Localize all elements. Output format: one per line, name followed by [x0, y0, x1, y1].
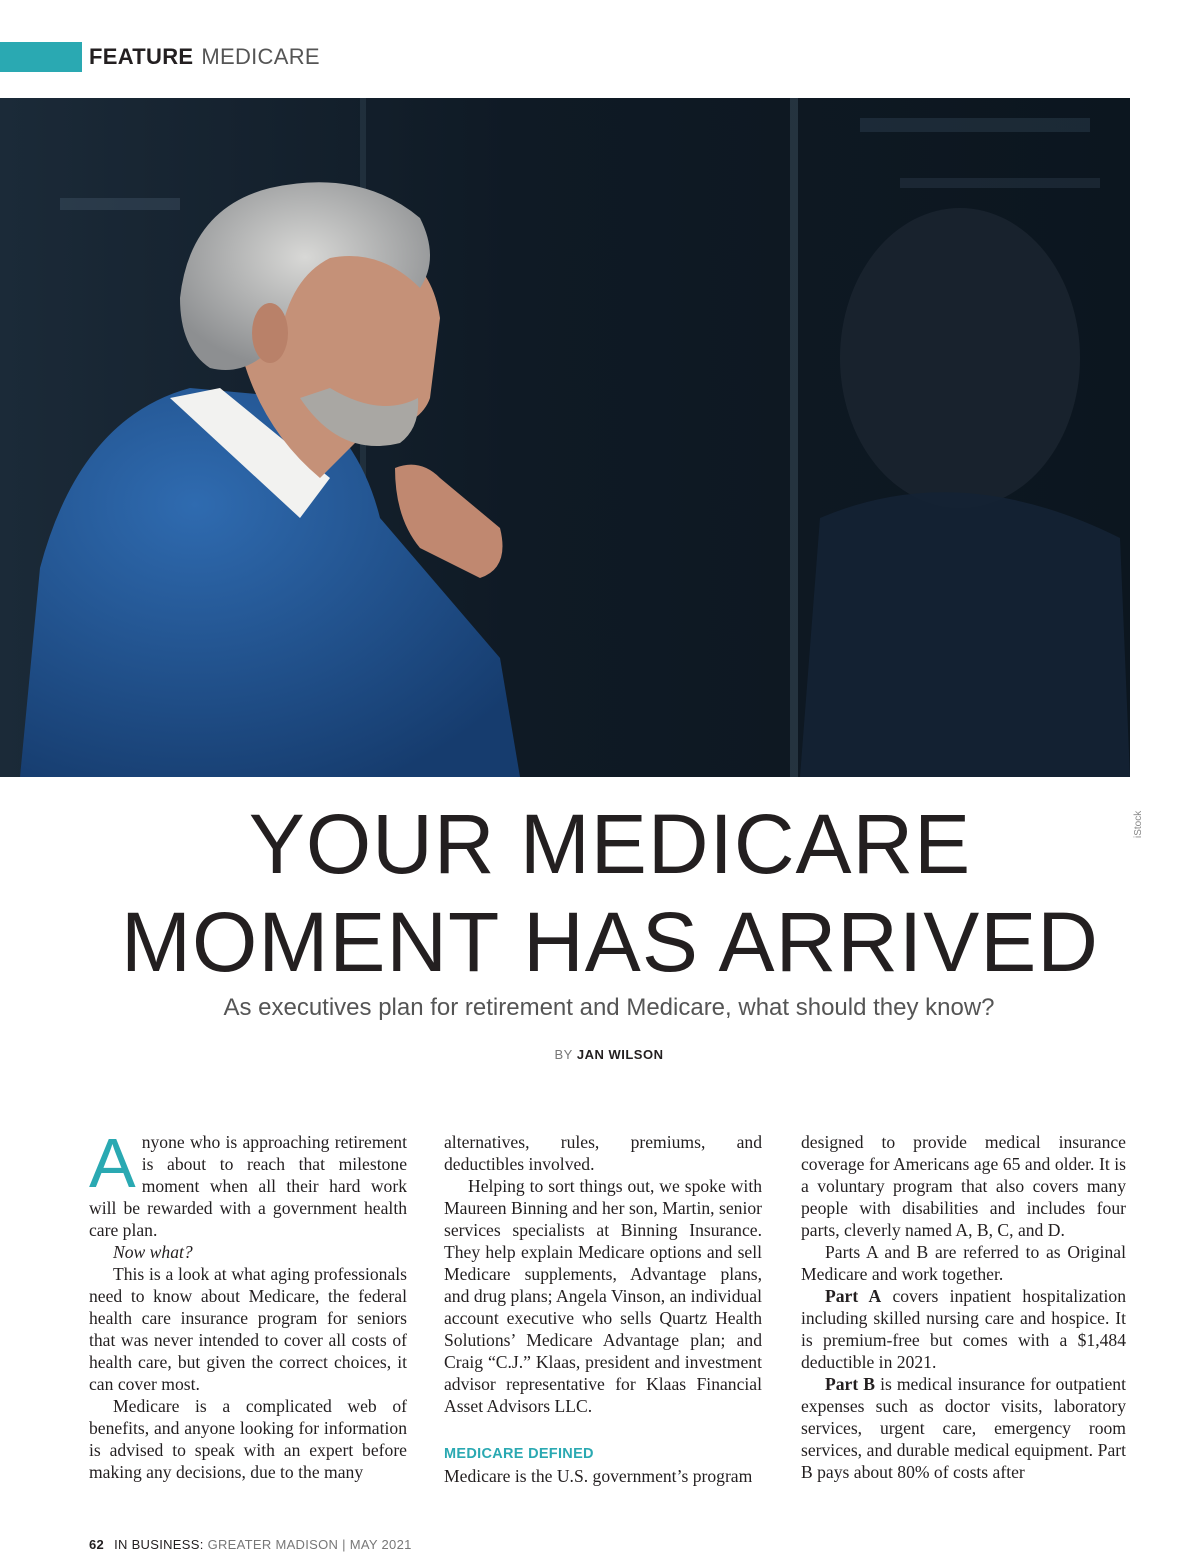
paragraph: Medicare is the U.S. government’s program	[444, 1466, 753, 1486]
section-topic: MEDICARE	[201, 44, 320, 69]
photo-credit: iStock	[1133, 810, 1144, 838]
article-column-2	[444, 1131, 762, 1487]
paragraph	[801, 1285, 1126, 1373]
paragraph: Medicare is a complicated web of benefits, and anyone looking for information is advised to speak with an expert before making any decisions, due to the many	[89, 1396, 407, 1482]
paragraph-text: nyone who is approaching retirement is about to reach that milestone moment when all their hard work will be rewarded with a government health care plan.	[89, 1132, 407, 1240]
paragraph-text: covers inpatient hospitalization including skilled nursing care and hospice. It is premium-free but comes with a $1,484 deductible in 2021.	[801, 1286, 1126, 1372]
hero-photo-illustration	[0, 98, 1130, 777]
article-column-1	[89, 1124, 407, 1483]
hero-photo	[0, 98, 1130, 777]
paragraph-text: is medical insurance for outpatient expenses such as doctor visits, laboratory services, urgent care, emergency room services, and durable medical equipment. Part B pays about 80% of costs after	[801, 1374, 1126, 1482]
section-subhead: MEDICARE DEFINED	[444, 1446, 594, 1462]
paragraph: designed to provide medical insurance coverage for Americans age 65 and older. It is a voluntary program that also covers many people with disabilities and includes four parts, cleverly named A, B, C, and D.	[801, 1132, 1126, 1240]
paragraph: Now what?	[113, 1242, 193, 1262]
page-number: 62	[89, 1537, 105, 1552]
article-column-3	[801, 1131, 1126, 1483]
paragraph-lead: Part B	[825, 1374, 876, 1394]
paragraph	[89, 1124, 407, 1241]
paragraph-lead: Part A	[825, 1286, 882, 1306]
paragraph: This is a look at what aging professionals need to know about Medicare, the federal health care insurance program for seniors that was never intended to cover all costs of health care, but given the correct choices, it can cover most.	[89, 1264, 407, 1394]
paragraph: Helping to sort things out, we spoke with Maureen Binning and her son, Martin, senior services specialists at Binning Insurance. They help explain Medicare options and sell Medicare supplements, Advantage plans, and drug plans; Angela Vinson, an individual account executive who sells Quartz Health Solutions’ Medicare Advantage plan; and Craig “C.J.” Klaas, president and investment advisor representative for Klaas Financial Asset Advisors LLC.	[444, 1176, 762, 1416]
headline-line-1: YOUR MEDICARE	[248, 797, 972, 891]
paragraph: Parts A and B are referred to as Original Medicare and work together.	[801, 1242, 1126, 1284]
subheadline: As executives plan for retirement and Medicare, what should they know?	[223, 994, 995, 1021]
section-label	[89, 44, 320, 70]
byline	[0, 1047, 1200, 1062]
paragraph: alternatives, rules, premiums, and deductibles involved.	[444, 1132, 762, 1174]
section-name: FEATURE	[89, 44, 194, 69]
author-name: JAN WILSON	[576, 1047, 664, 1062]
drop-cap: A	[89, 1124, 136, 1202]
section-color-bar	[0, 42, 82, 72]
magazine-edition: GREATER MADISON | MAY 2021	[207, 1537, 412, 1552]
page-footer	[89, 1537, 412, 1552]
headline-line-2: MOMENT HAS ARRIVED	[121, 895, 1099, 989]
byline-prefix: BY	[554, 1047, 573, 1062]
paragraph	[801, 1373, 1126, 1483]
magazine-name: IN BUSINESS:	[114, 1537, 204, 1552]
